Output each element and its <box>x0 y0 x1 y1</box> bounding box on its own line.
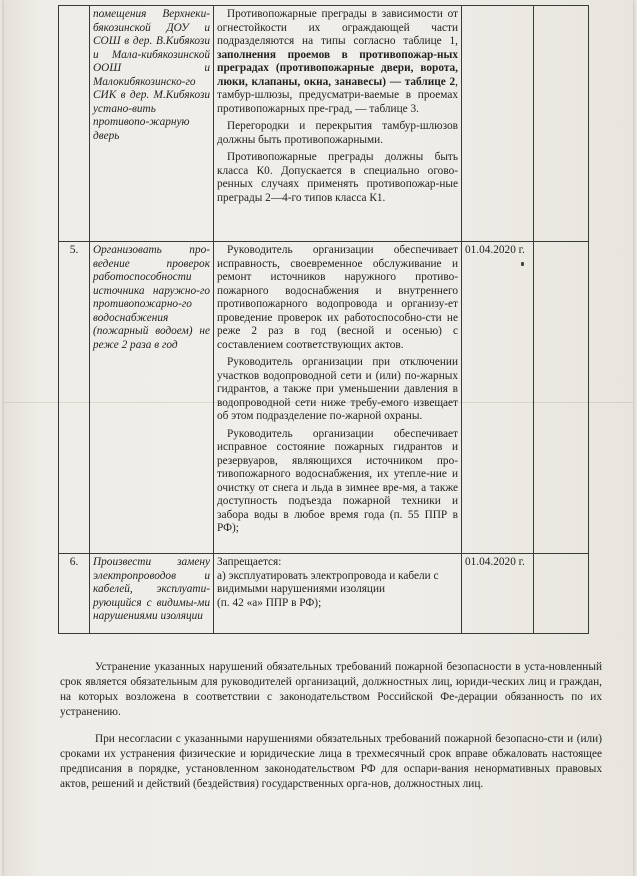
table-row <box>59 6 589 242</box>
note-cell <box>534 6 589 242</box>
requirement-paragraph: Руководитель организации обеспечивает исправное состояние пожарных гидрантов и резервуаров, являющихся источником про-тивопожарного водоснабжения, их утепле-ние и очистку от снега и льда в зимнее вре-мя, а также доступность подъезда пожарной техники и забора воды в любое время года (п. 55 ППР в РФ); <box>217 427 458 534</box>
action-cell: помещения Верхнеки-бякозинской ДОУ и СОШ в дер. В.Кибякози и Мала-кибякозинской ООШ и Малокибякозинско-го СИК в дер. М.Кибякози устано-вить противопо-жарную дверь <box>90 6 214 242</box>
deadline-cell: 01.04.2020 г. <box>462 554 534 634</box>
action-cell: Произвести замену электропроводов и кабелей, эксплуати-рующийся с видимы-ми нарушениями изоляции <box>90 554 214 634</box>
document-page <box>4 0 633 876</box>
requirement-cell <box>214 6 462 242</box>
requirement-cell <box>214 554 462 634</box>
requirement-paragraph: Руководитель организации обеспечивает исправность, своевременное обслуживание и ремонт источников наружного противо-пожарного водоснабжения и внутреннего противопожарного водопровода и организу-ет проведение проверок их работоспособно-сти не реже 2 раз в год (весной и осенью) с составлением соответствующих актов. <box>217 244 458 351</box>
requirement-text: , тамбур-шлюзы, предусматри-ваемые в проемах противопожарных пре-град, — таблице 3. <box>217 75 458 115</box>
requirements-table <box>58 5 589 634</box>
action-cell: Организовать про-ведение проверок работоспособности источника наружно-го противопожарно-го водоснабжения (пожарный водоем) не реже 2 раза в год <box>90 242 214 554</box>
table-row <box>59 554 589 634</box>
requirement-line: а) эксплуатировать электропровода и кабели с видимыми нарушениями изоляции <box>217 569 439 595</box>
requirement-line: Запрещается: <box>217 556 282 568</box>
requirement-bold-text: заполнения проемов в противопожар-ных преградах (противопожарные двери, ворота, люки, клапаны, окна, занавесы) — таблице 2 <box>217 48 458 88</box>
pen-mark <box>521 262 524 266</box>
requirement-paragraph: Руководитель организации при отключении участков водопроводной сети и (или) по-жарных гидрантов, а также при уменьшении давления в водопроводной сети ниже требу-емого извещает об этом подразделение по-жарной охраны. <box>217 356 458 422</box>
row-number <box>59 6 90 242</box>
requirement-cell <box>214 242 462 554</box>
table-row <box>59 242 589 554</box>
note-cell <box>534 554 589 634</box>
row-number: 5. <box>59 242 90 554</box>
closing-paragraph: Устранение указанных нарушений обязательных требований пожарной безопасности в уста-новленный срок является обязательным для руководителей организаций, должностных лиц, юриди-ческих лиц и граждан, на которых возложена в соответствии с законодательством Российской Фе-дерации обязанность по их устранению. <box>60 661 602 718</box>
row-number: 6. <box>59 554 90 634</box>
note-cell <box>534 242 589 554</box>
requirement-paragraph: Противопожарные преграды должны быть класса К0. Допускается в специально огово-ренных случаях применять противопожар-ные преграды 2—4-го типов класса К1. <box>217 151 458 204</box>
requirement-line: (п. 42 «а» ППР в РФ); <box>217 596 322 609</box>
appeal-paragraph: При несогласии с указанными нарушениями обязательных требований пожарной безопасно-сти и (или) сроками их устранения физические и юридические лица в трехмесячный срок вправе обжаловать настоящее предписания в порядке, установленном законодательством РФ для оспари-вания ненормативных правовых актов, решений и действий (бездействия) государственных орга-нов, должностных лиц. <box>60 733 602 790</box>
requirement-text: Противопожарные преграды в зависимости от огнестойкости их ограждающей части подразделяются на типы согласно таблице 1, <box>217 8 458 47</box>
requirement-paragraph: Перегородки и перекрытия тамбур-шлюзов должны быть противопожарными. <box>217 120 458 146</box>
deadline-cell <box>462 6 534 242</box>
deadline-cell: 01.04.2020 г. <box>462 242 534 554</box>
